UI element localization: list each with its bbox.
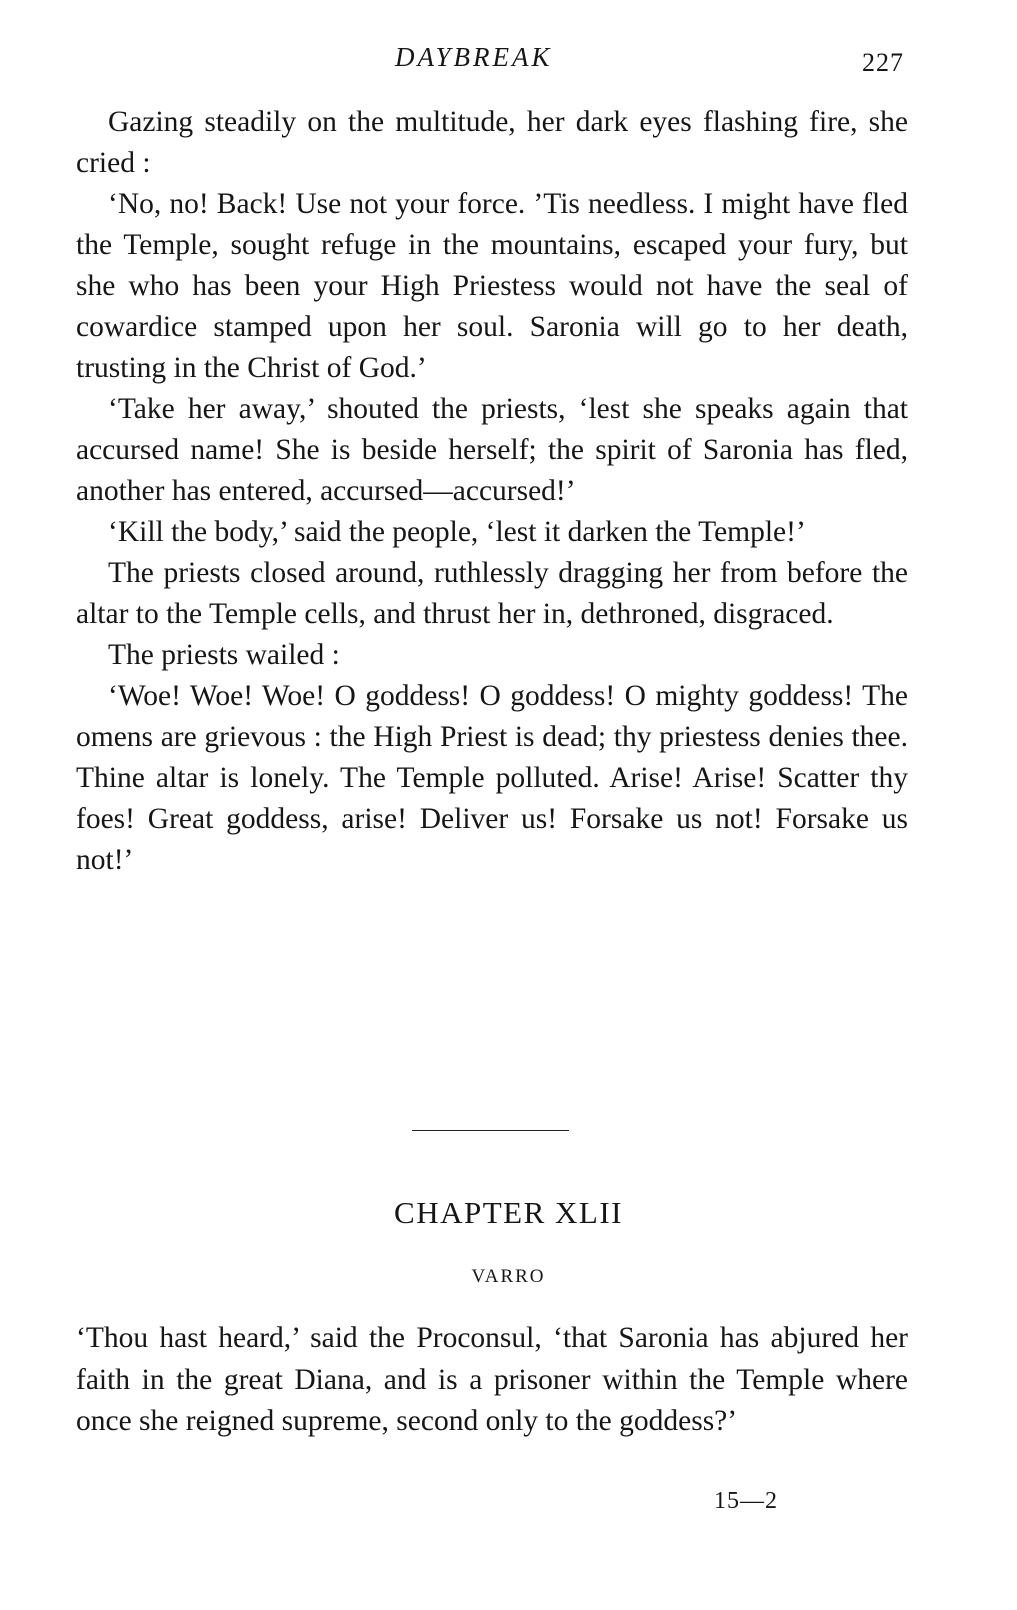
paragraph: ‘No, no! Back! Use not your force. ’Tis needless. I might have fled the Temple, sought refuge in the mountains, escaped your fury, but she who has been your High Priestess would not have the seal of cowardice stamped upon her soul. Saronia will go to her death, trusting in the Christ of God.’: [76, 188, 908, 384]
running-title: DAYBREAK: [395, 42, 553, 72]
paragraph: The priests closed around, ruthlessly dragging her from before the altar to the Temple cells, and thrust her in, dethroned, disgraced.: [76, 557, 908, 630]
paragraph: ‘Take her away,’ shouted the priests, ‘lest she speaks again that accursed name! She is beside herself; the spirit of Saronia has fled, another has entered, accursed—accursed!’: [76, 393, 908, 507]
page-number: 227: [862, 48, 904, 77]
chapter-title: CHAPTER XLII: [394, 1195, 623, 1230]
paragraph: ‘Kill the body,’ said the people, ‘lest it darken the Temple!’: [108, 516, 806, 548]
signature-mark: 15—2: [714, 1488, 778, 1514]
section-divider: [412, 1130, 569, 1131]
body-text: [76, 102, 908, 881]
chapter-subtitle: VARRO: [471, 1266, 546, 1287]
chapter-text: [76, 1318, 908, 1443]
paragraph: The priests wailed :: [108, 639, 340, 671]
chapter-opening-paragraph: ‘Thou hast heard,’ said the Proconsul, ‘that Saronia has abjured her faith in the great Diana, and is a prisoner within the Temple where once she reigned supreme, second only to the goddess?’: [76, 1322, 908, 1437]
paragraph: Gazing steadily on the multitude, her dark eyes flashing fire, she cried :: [76, 106, 908, 179]
paragraph: ‘Woe! Woe! Woe! O goddess! O goddess! O mighty goddess! The omens are grievous : the High Priest is dead; thy priestess denies thee. Thine altar is lonely. The Temple polluted. Arise! Arise! Scatter thy foes! Great goddess, arise! Deliver us! Forsake us not! Forsake us not!’: [76, 680, 908, 876]
